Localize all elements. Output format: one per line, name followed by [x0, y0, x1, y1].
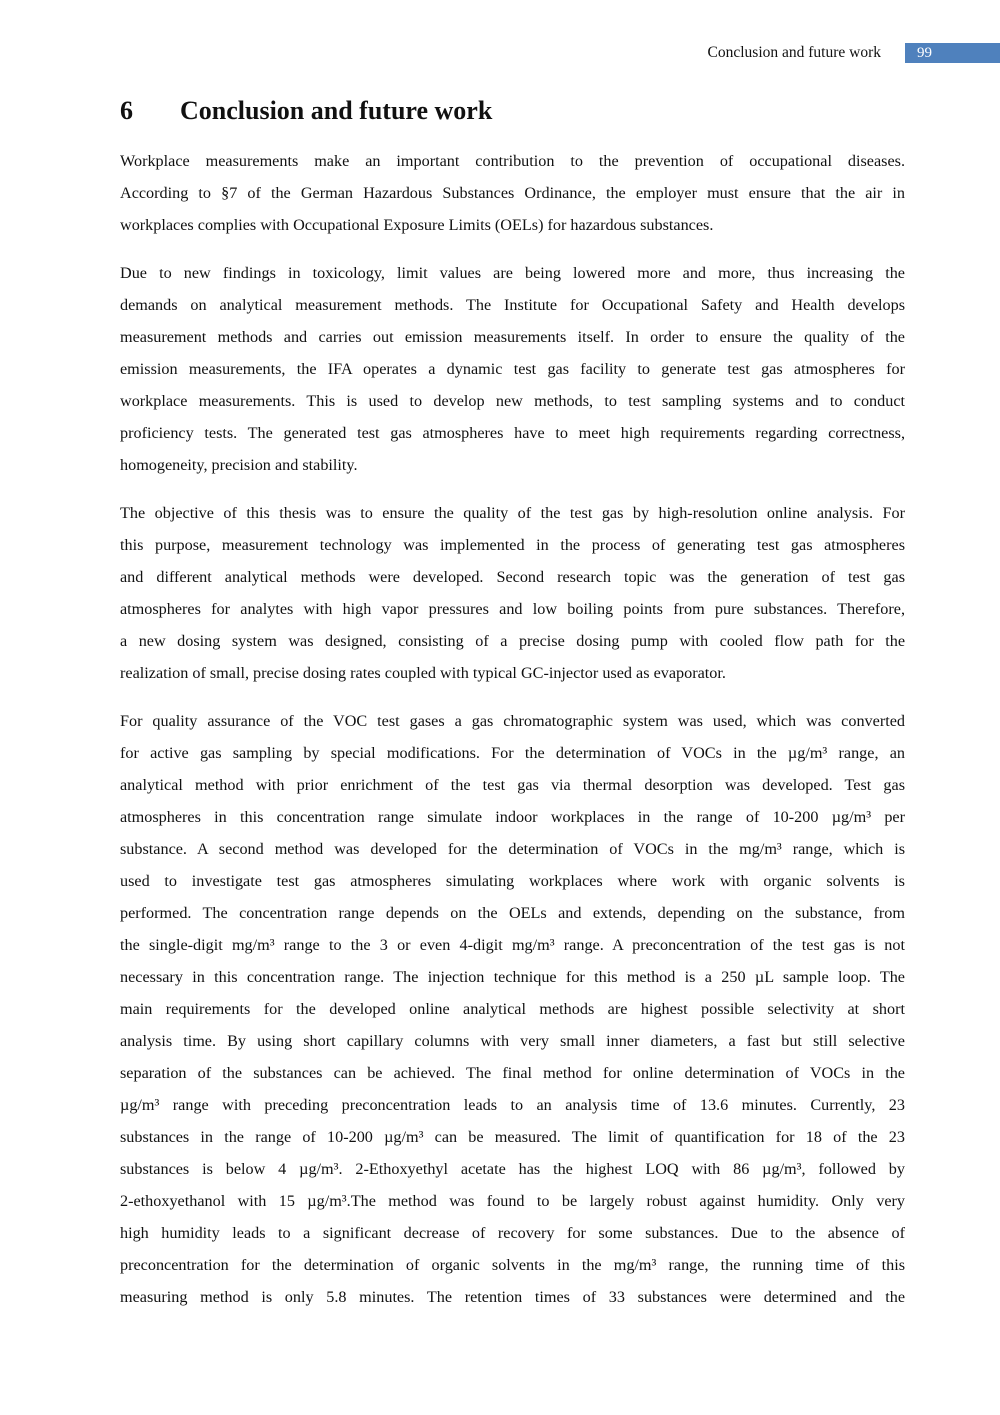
- text-line: substances is below 4 µg/m³. 2-Ethoxyethyl acetate has the highest LOQ with 86 µg/m³, followed by: [120, 1160, 905, 1178]
- text-line: According to §7 of the German Hazardous Substances Ordinance, the employer must ensure that the air in: [120, 184, 905, 202]
- text-line: substance. A second method was developed for the determination of VOCs in the mg/m³ range, which is: [120, 840, 905, 858]
- text-line: main requirements for the developed online analytical methods are highest possible selectivity at short: [120, 1000, 905, 1018]
- text-line: workplace measurements. This is used to develop new methods, to test sampling systems and to conduct: [120, 392, 905, 410]
- text-line: atmospheres in this concentration range simulate indoor workplaces in the range of 10-200 µg/m³ per: [120, 808, 905, 826]
- text-line: performed. The concentration range depends on the OELs and extends, depending on the substance, from: [120, 904, 905, 922]
- running-header-title: Conclusion and future work: [707, 44, 881, 61]
- text-line: realization of small, precise dosing rates coupled with typical GC-injector used as evaporator.: [120, 664, 726, 682]
- paragraph: [120, 705, 905, 1313]
- text-line: and different analytical methods were developed. Second research topic was the generation of test gas: [120, 568, 905, 586]
- paragraph: [120, 145, 905, 241]
- text-line: homogeneity, precision and stability.: [120, 456, 358, 474]
- text-line: Workplace measurements make an important contribution to the prevention of occupational diseases.: [120, 152, 905, 170]
- text-line: measuring method is only 5.8 minutes. The retention times of 33 substances were determined and the: [120, 1288, 905, 1306]
- chapter-title: Conclusion and future work: [180, 96, 493, 125]
- text-line: proficiency tests. The generated test gas atmospheres have to meet high requirements regarding correctness,: [120, 424, 905, 442]
- text-line: analysis time. By using short capillary columns with very small inner diameters, a fast but still selective: [120, 1032, 905, 1050]
- body-text: [120, 145, 905, 1329]
- text-line: 2-ethoxyethanol with 15 µg/m³.The method was found to be largely robust against humidity. Only very: [120, 1192, 905, 1210]
- text-line: Due to new findings in toxicology, limit values are being lowered more and more, thus increasing the: [120, 264, 905, 282]
- text-line: this purpose, measurement technology was implemented in the process of generating test gas atmospheres: [120, 536, 905, 554]
- text-line: emission measurements, the IFA operates a dynamic test gas facility to generate test gas atmospheres for: [120, 360, 905, 378]
- text-line: a new dosing system was designed, consisting of a precise dosing pump with cooled flow path for the: [120, 632, 905, 650]
- text-line: high humidity leads to a significant decrease of recovery for some substances. Due to the absence of: [120, 1224, 905, 1242]
- text-line: measurement methods and carries out emission measurements itself. In order to ensure the quality of the: [120, 328, 905, 346]
- text-line: analytical method with prior enrichment of the test gas via thermal desorption was developed. Test gas: [120, 776, 905, 794]
- paragraph: [120, 497, 905, 689]
- chapter-number: 6: [120, 96, 133, 125]
- page-number: 99: [905, 43, 1000, 63]
- text-line: demands on analytical measurement methods. The Institute for Occupational Safety and Health develops: [120, 296, 905, 314]
- text-line: workplaces complies with Occupational Exposure Limits (OELs) for hazardous substances.: [120, 216, 714, 234]
- text-line: the single-digit mg/m³ range to the 3 or even 4-digit mg/m³ range. A preconcentration of the test gas is not: [120, 936, 905, 954]
- text-line: for active gas sampling by special modifications. For the determination of VOCs in the µg/m³ range, an: [120, 744, 905, 762]
- text-line: The objective of this thesis was to ensure the quality of the test gas by high-resolution online analysis. For: [120, 504, 905, 522]
- text-line: necessary in this concentration range. The injection technique for this method is a 250 µL sample loop. The: [120, 968, 905, 986]
- paragraph: [120, 257, 905, 481]
- text-line: preconcentration for the determination of organic solvents in the mg/m³ range, the running time of this: [120, 1256, 905, 1274]
- text-line: atmospheres for analytes with high vapor pressures and low boiling points from pure substances. Therefore,: [120, 600, 905, 618]
- text-line: separation of the substances can be achieved. The final method for online determination of VOCs in the: [120, 1064, 905, 1082]
- text-line: µg/m³ range with preceding preconcentration leads to an analysis time of 13.6 minutes. Currently, 23: [120, 1096, 905, 1114]
- text-line: substances in the range of 10-200 µg/m³ can be measured. The limit of quantification for 18 of the 23: [120, 1128, 905, 1146]
- running-header: [0, 43, 1000, 63]
- text-line: For quality assurance of the VOC test gases a gas chromatographic system was used, which was converted: [120, 712, 905, 730]
- text-line: used to investigate test gas atmospheres simulating workplaces where work with organic solvents is: [120, 872, 905, 890]
